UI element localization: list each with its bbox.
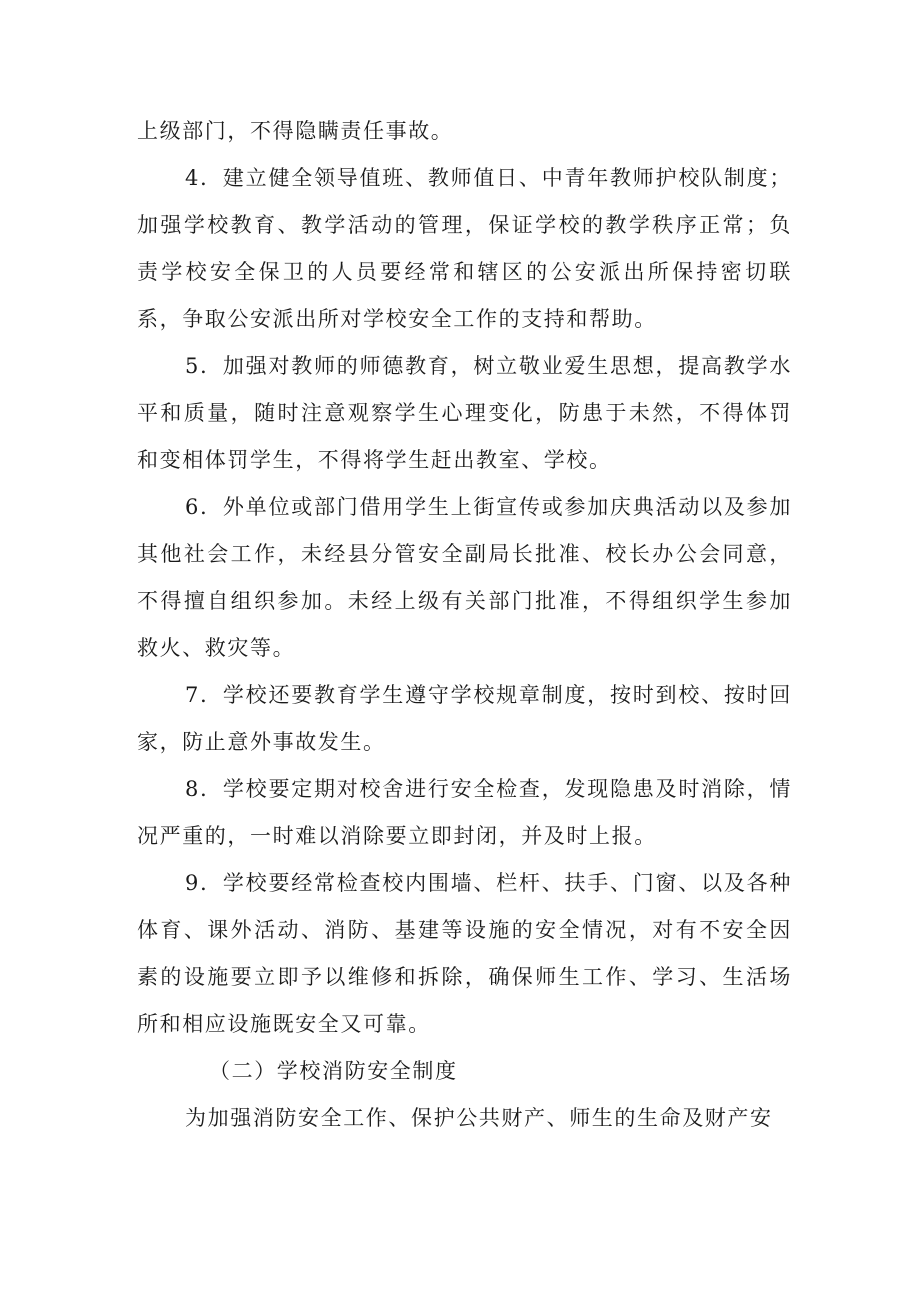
document-body — [137, 108, 792, 1142]
paragraph-item-5: 5．加强对教师的师德教育，树立敬业爱生思想，提高教学水平和质量，随时注意观察学生心理变化，防患于未然，不得体罚和变相体罚学生，不得将学生赶出教室、学校。 — [137, 354, 792, 472]
paragraph-item-9: 9．学校要经常检查校内围墙、栏杆、扶手、门窗、以及各种体育、课外活动、消防、基建等设施的安全情况，对有不安全因素的设施要立即予以维修和拆除，确保师生工作、学习、生活场所和相应设施既安全又可靠。 — [137, 871, 792, 1036]
paragraph-item-7: 7．学校还要教育学生遵守学校规章制度，按时到校、按时回家，防止意外事故发生。 — [137, 683, 792, 754]
paragraph-item-4: 4．建立健全领导值班、教师值日、中青年教师护校队制度；加强学校教育、教学活动的管理，保证学校的教学秩序正常；负责学校安全保卫的人员要经常和辖区的公安派出所保持密切联系，争取公安派出所对学校安全工作的支持和帮助。 — [137, 166, 792, 331]
paragraph-item-6: 6．外单位或部门借用学生上街宣传或参加庆典活动以及参加其他社会工作，未经县分管安全副局长批准、校长办公会同意，不得擅自组织参加。未经上级有关部门批准，不得组织学生参加救火、救灾等。 — [137, 495, 792, 660]
paragraph-continuation: 上级部门，不得隐瞒责任事故。 — [137, 119, 454, 143]
paragraph-item-8: 8．学校要定期对校舍进行安全检查，发现隐患及时消除，情况严重的，一时难以消除要立即封闭，并及时上报。 — [137, 777, 792, 848]
section-heading: （二）学校消防安全制度 — [209, 1059, 458, 1083]
paragraph-intro: 为加强消防安全工作、保护公共财产、师生的生命及财产安 — [185, 1106, 773, 1130]
